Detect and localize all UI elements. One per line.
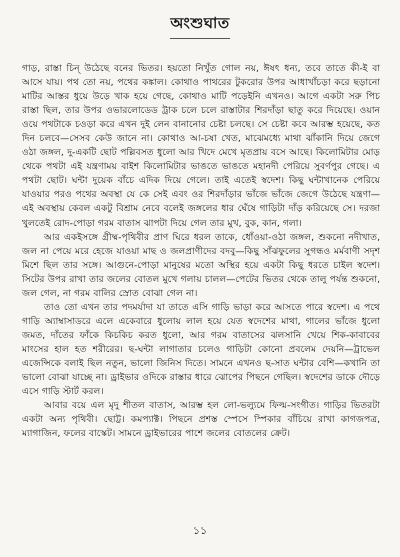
title-underline — [170, 38, 230, 39]
paragraph-3: তাও তো এখন তার পদমর্যাদা যা তাতে এসি গাড়ি ভাড়া করে আসতে পারে স্বদেশ। এ পথে গাড়ি অ্যাম্বাসাডরে এলে একেবারে ধুলোয় লাল হয়ে যেত স্বদেশের মাথা, গালের ভাঁজে ধুলো জমত, দাঁতের ফাঁকে কিচকিচ করত ধুলো, আর গরম বাতাসের ঝলসানি খেয়ে শিক-কাবাবের মাংসের হাল হত শরীরের। ছ-ঘন্টা লাগাতার চলেও গাড়িটা কোনো প্রবলেম দেয়নি—ট্রাভেল এজেন্সিকে বলাই ছিল নতুন, ভালো জিনিস দিতে। সামনে এখনও ছ-সাত ঘন্টার বেশি—কখানি তা ভালো বোঝা যাচ্ছে না। ড্রাইভার ওদিকে রাস্তার ধারে ঝোপের পিছনে গেছিল। স্বদেশের ডাকে দৌড়ে এসে গাড়ি স্টার্ট করল। — [22, 301, 380, 398]
page-number: ১১ — [192, 524, 208, 537]
chapter-title: অংশুঘাত — [170, 14, 230, 32]
paragraph-4: আবার বয়ে এল মৃদু শীতল বাতাস, আরম্ভ হল লো-ভল্যুমে ফিল্ম-সংগীত। গাড়ির ভিতরটা একটা অন্য পৃথিবী। ছোট্ট। কমপ্যাক্ট। পিছনে প্রশস্ত স্পেসে স্পিকার বাঁচিয়ে রাখা কাগজপত্র, ম্যাগাজিন, ফলের বাস্কেট। সামনে ড্রাইভারের পাশে জলের বোতলের ক্রেট। — [22, 400, 380, 440]
paragraph-2: আর একইসঙ্গে গ্রীষ্ম-পৃথিবীর প্রাণ ঘিরে ধরল তাকে, ধোঁওয়া-ওঠা জঙ্গল, শুকনো নদীখাত, জল না পেয়ে মরে হেজে যাওয়া মাছ ও জলপ্রাণীদের বদবু—কিছু সাঁঝফুলের সুগন্ধও মর্মবাণী সদৃশ মিশে ছিল তার সঙ্গে। আগুনে-পোড়া মানুষের মতো অস্থির হয়ে একটা কিছু ধরতে চাইল স্বদেশ। সিটের উপর রাখা তার জলের বোতল মুখে গলায় চালল—পেটের ভিতর থেকে তালু পর্যন্ত শুকনো, জল গেল, না গরম বালির স্রোত বোঝা গেল না। — [22, 231, 380, 299]
page-body — [22, 62, 380, 441]
paragraph-1: গাড়, রাস্তা চিন্‌ উঠেছে বনের ভিতর। হয়তো নিখুঁত গোল নয়, ঈষৎ ধন্য, তবে তাতে কী-ই বা আসে যায়। পথ তো নয়, পথের কঙ্কাল। কোথাও পাথরের টুকরোর উপর আধাখাঁচড়া করে ছড়ানো মাটির আস্তর ধুয়ে উড়ে খাক হয়ে গেছে, কোথাও মাটি পড়েইনি এখনও। আগে একটা সরু পিচ রাস্তা ছিল, তার উপর ওভারলোডেড ট্রাক চলে চলে রাস্তাটার শিরদাঁড়া ছাতু করে দিয়েছে। ওয়ান ওয়ে পথটাকে চওড়া করে এখন দুই লেন বানানোর চেষ্টা চলছে। সে চেষ্টা কবে আরম্ভ হয়েছে, কত দিন চলবে—সেসব কেউ জানে না। কোথাও আ-চষা খেত, মাঝেমধ্যে মাথা ঝাঁকানি দিয়ে জেগে ওঠা জঙ্গল, দু-একটি ছোট পল্লিবসত ধুলো আর খিদে মেখে মৃতপ্রায় বসে আছে। কিলোমিটার মোড় থেকে পথটা এই যন্ত্রণাময় বাইশ কিলোমিটার ভাঙতে ভাঙতে মহানদী পেরিয়ে সুবর্ণপুর গেছে। এ পথটা ছোট। ঘন্টা দুয়েক বাঁচে এদিক দিয়ে গেলে। তাই এতেই স্বদেশ। কিছু ঘন্টাখানেক পেরিয়ে যাওয়ার পরও পথের অবস্থা যে কে সেই এবং ওর শিরদাঁড়ার ভাঁজে ভাঁজে জেগে উঠেছে যন্ত্রণা—এই অবস্থায় কেবল একটু বিশ্রাম নেবে বলেই জঙ্গলের ধার ঘেঁষে গাড়িটা দাঁড় করিয়েছে সে। দরজা খুলতেই রোদ-পোড়া গরম বাতাস ঝাপটা দিয়ে গেল তার মুখ, বুক, কান, গলা। — [22, 63, 380, 229]
